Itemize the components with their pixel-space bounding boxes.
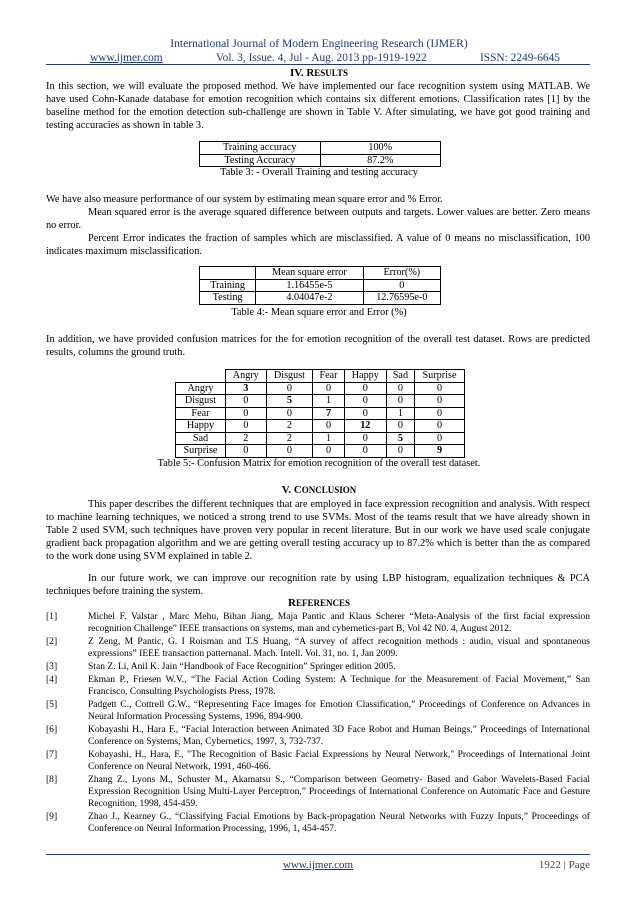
row-label-cell: Sad bbox=[176, 432, 226, 445]
results-paragraph-3: Mean squared error is the average squared difference between outputs and targets. Lower values are better. Zero means no error. bbox=[46, 207, 590, 231]
table-cell: 0 bbox=[415, 432, 465, 445]
table-row bbox=[176, 445, 465, 458]
table-3-caption: Table 3: - Overall Training and testing accuracy bbox=[220, 167, 418, 178]
reference-text: Padgett C., Cottrell G.W., “Representing Face Images for Emotion Classification,” Proceedings of Conference on Advances in Neural Information Processing Systems, 1996, 894-900. bbox=[88, 699, 590, 722]
table-header-cell: Fear bbox=[313, 370, 345, 383]
table-row bbox=[176, 395, 465, 408]
reference-item bbox=[46, 724, 590, 748]
page-number: 1922 | Page bbox=[538, 859, 590, 871]
table-cell: 0 bbox=[386, 445, 414, 458]
row-label-cell: Happy bbox=[176, 420, 226, 433]
reference-text: Zhang Z., Lyons M., Schuster M., Akamatsu S., “Comparison between Geometry- Based and Gabor Wavelets-Based Facial Expression Recognition Using Multi-Layer Perceptron,” Proceedings of International Conference on Automatic Face and Gesture Recognition, 1998, 454-459. bbox=[88, 774, 590, 809]
table-cell: Testing bbox=[200, 292, 256, 305]
table-header-cell: Angry bbox=[225, 370, 266, 383]
table-cell: Testing Accuracy bbox=[200, 154, 321, 167]
reference-item bbox=[46, 811, 590, 835]
table-cell: 2 bbox=[266, 432, 313, 445]
table-row bbox=[200, 292, 441, 305]
table-4 bbox=[199, 266, 441, 305]
table-cell: 1 bbox=[313, 432, 345, 445]
table-cell: 0 bbox=[344, 382, 386, 395]
table-cell: 2 bbox=[266, 420, 313, 433]
reference-number: [1] bbox=[46, 611, 58, 622]
reference-item bbox=[46, 749, 590, 773]
table-4-caption: Table 4:- Mean square error and Error (%) bbox=[231, 307, 407, 318]
references-heading: REFERENCES bbox=[288, 597, 350, 609]
reference-number: [8] bbox=[46, 774, 58, 785]
table-header-cell: Error(%) bbox=[363, 267, 440, 280]
reference-number: [7] bbox=[46, 749, 58, 760]
table-cell: Training accuracy bbox=[200, 142, 321, 155]
reference-item bbox=[46, 674, 590, 698]
table-cell: 0 bbox=[344, 445, 386, 458]
table-row bbox=[176, 420, 465, 433]
references-list bbox=[46, 611, 590, 836]
row-label-cell: Disgust bbox=[176, 395, 226, 408]
table-cell: 0 bbox=[386, 395, 414, 408]
results-paragraph-1: In this section, we will evaluate the proposed method. We have implemented our face recognition system using MATLAB. We have used Cohn-Kanade database for emotion recognition which contains six different emotions. Classification rates [1] by the baseline method for the emotion detection sub-challenge are shown in Table V. After simulating, we have got good training and testing accuracies as shown in table 3. bbox=[46, 81, 590, 131]
results-paragraph-5: In addition, we have provided confusion matrices for the for emotion recognition of the overall test dataset. Rows are predicted results, columns the ground truth. bbox=[46, 334, 590, 358]
table-row bbox=[200, 142, 441, 155]
table-cell: 5 bbox=[386, 432, 414, 445]
table-cell: 0 bbox=[313, 445, 345, 458]
reference-text: Stan Z. Li, Anil K. Jain “Handbook of Face Recognition” Springer edition 2005. bbox=[88, 661, 396, 672]
row-label-cell: Fear bbox=[176, 407, 226, 420]
results-paragraph-4: Percent Error indicates the fraction of samples which are misclassified. A value of 0 means no misclassification, 100 indicates maximum misclassification. bbox=[46, 233, 590, 257]
table-cell: 0 bbox=[386, 420, 414, 433]
table-cell: Training bbox=[200, 279, 256, 292]
table-cell: 1 bbox=[386, 407, 414, 420]
reference-number: [4] bbox=[46, 674, 58, 685]
reference-text: Kobayashi, H., Hara, F., "The Recognition of Basic Facial Expressions by Neural Network," Proceedings of International Joint Conference on Neural Network, 1991, 460-466. bbox=[88, 749, 590, 772]
table-cell: 12.76595e-0 bbox=[363, 292, 440, 305]
table-cell: 0 bbox=[363, 279, 440, 292]
table-cell: 0 bbox=[225, 445, 266, 458]
table-header-cell: Sad bbox=[386, 370, 414, 383]
issn-info: ISSN: 2249-6645 bbox=[479, 52, 560, 64]
results-paragraph-2: We have also measure performance of our system by estimating mean square error and % Error. bbox=[46, 194, 443, 205]
table-cell: 4.04047e-2 bbox=[256, 292, 363, 305]
reference-text: Ekman P., Friesen W.V., “The Facial Action Coding System: A Technique for the Measurement of Facial Movement,” San Francisco, Consulting Psychologists Press, 1978. bbox=[88, 674, 590, 697]
table-cell: 2 bbox=[225, 432, 266, 445]
table-cell: 0 bbox=[225, 395, 266, 408]
reference-item bbox=[46, 661, 590, 673]
table-cell: 0 bbox=[266, 382, 313, 395]
table-cell: 9 bbox=[415, 445, 465, 458]
reference-item bbox=[46, 699, 590, 723]
table-header-row bbox=[176, 370, 465, 383]
table-cell: 12 bbox=[344, 420, 386, 433]
table-cell: 0 bbox=[415, 382, 465, 395]
table-cell: 0 bbox=[225, 407, 266, 420]
table-cell: 0 bbox=[266, 445, 313, 458]
table-header-cell bbox=[200, 267, 256, 280]
table-cell: 100% bbox=[320, 142, 441, 155]
header-rule bbox=[46, 64, 590, 65]
results-heading: IV. RESULTS bbox=[290, 67, 348, 79]
reference-text: Michel F. Valstar , Marc Mehu, Bihan Jiang, Maja Pantic and Klaus Scherer “Meta-Analysis of the first facial expression recognition Challenge” IEEE transactions on systems, man and cybernetics-part B, Vol 42 N0. 4, August 2012. bbox=[88, 611, 590, 634]
table-cell: 3 bbox=[225, 382, 266, 395]
table-row bbox=[200, 154, 441, 167]
table-3 bbox=[199, 141, 441, 167]
row-label-cell: Surprise bbox=[176, 445, 226, 458]
journal-info-line bbox=[90, 52, 560, 64]
table-cell: 0 bbox=[313, 382, 345, 395]
journal-website-link[interactable]: www.ijmer.com bbox=[90, 52, 163, 64]
table-cell: 1 bbox=[313, 395, 345, 408]
reference-text: Kobayashi H., Hara F., “Facial Interaction between Animated 3D Face Robot and Human Beings,” Proceedings of International Conference on Systems, Man, Cybernetics, 1997, 3, 732-737. bbox=[88, 724, 590, 747]
table-header-row bbox=[200, 267, 441, 280]
table-cell: 7 bbox=[313, 407, 345, 420]
table-cell: 0 bbox=[344, 395, 386, 408]
table-cell: 0 bbox=[225, 420, 266, 433]
table-cell: 0 bbox=[344, 407, 386, 420]
table-cell: 87.2% bbox=[320, 154, 441, 167]
reference-number: [3] bbox=[46, 661, 58, 672]
conclusion-heading: V. CONCLUSION bbox=[281, 484, 357, 496]
table-row bbox=[200, 279, 441, 292]
table-row bbox=[176, 407, 465, 420]
conclusion-paragraph-2: In our future work, we can improve our recognition rate by using LBP histogram, equalization techniques & PCA techniques before training the system. bbox=[46, 573, 590, 597]
reference-item bbox=[46, 774, 590, 810]
table-5-confusion-matrix bbox=[175, 369, 465, 458]
table-row bbox=[176, 382, 465, 395]
table-header-cell: Mean square error bbox=[256, 267, 363, 280]
table-cell: 0 bbox=[415, 407, 465, 420]
table-header-cell: Disgust bbox=[266, 370, 313, 383]
table-cell: 0 bbox=[415, 395, 465, 408]
reference-text: Z Zeng, M Pantic, G. I Roisman and T.S Huang, “A survey of affect recognition methods : audio, visual and spontaneous expressions” IEEE transaction patternanal. Mach. Intell. Vol. 31, no. 1, Jan 2009. bbox=[88, 636, 590, 659]
table-header-cell bbox=[176, 370, 226, 383]
table-cell: 0 bbox=[344, 432, 386, 445]
table-cell: 0 bbox=[313, 420, 345, 433]
table-cell: 5 bbox=[266, 395, 313, 408]
footer-rule bbox=[46, 854, 590, 855]
table-cell: 0 bbox=[415, 420, 465, 433]
journal-title: International Journal of Modern Engineering Research (IJMER) bbox=[170, 37, 468, 50]
reference-item bbox=[46, 636, 590, 660]
reference-number: [6] bbox=[46, 724, 58, 735]
reference-text: Zhao J., Kearney G., “Classifying Facial Emotions by Back-propagation Neural Networks with Fuzzy Inputs,” Proceedings of Conference on Neural Information Processing, 1996, 1, 454-457. bbox=[88, 811, 590, 834]
row-label-cell: Angry bbox=[176, 382, 226, 395]
conclusion-paragraph-1: This paper describes the different techniques that are employed in face expression recognition and analysis. With respect to machine learning techniques, we noticed a strong trend to use SVMs. Most of the teams result that we have already shown in Table 2 used SVM, such techniques have proven very popular in recent literature. But in our work we have used scale conjugate gradient back propagation algorithm and we are getting overall testing accuracy up to 87.2% which is better than the as compared to the work done using SVM explained in table 2. bbox=[46, 499, 590, 562]
table-row bbox=[176, 432, 465, 445]
reference-number: [9] bbox=[46, 811, 58, 822]
table-cell: 1.16455e-5 bbox=[256, 279, 363, 292]
reference-number: [5] bbox=[46, 699, 58, 710]
reference-number: [2] bbox=[46, 636, 58, 647]
table-cell: 0 bbox=[266, 407, 313, 420]
footer-website-link[interactable]: www.ijmer.com bbox=[282, 859, 354, 871]
volume-info: Vol. 3, Issue. 4, Jul - Aug. 2013 pp-1919-1922 bbox=[215, 52, 427, 64]
reference-item bbox=[46, 611, 590, 635]
table-header-cell: Surprise bbox=[415, 370, 465, 383]
table-5-caption: Table 5:- Confusion Matrix for emotion recognition of the overall test dataset. bbox=[157, 458, 481, 469]
table-header-cell: Happy bbox=[344, 370, 386, 383]
table-cell: 0 bbox=[386, 382, 414, 395]
